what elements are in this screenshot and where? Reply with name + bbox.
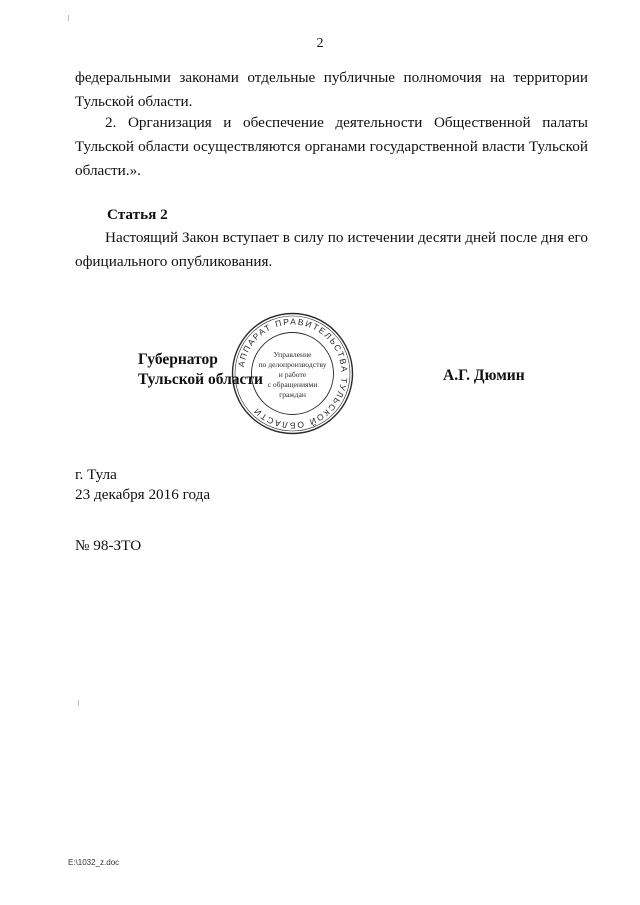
signatory-title xyxy=(138,350,263,390)
law-number: № 98-ЗТО xyxy=(75,537,142,554)
page-number: 2 xyxy=(316,36,324,51)
paragraph-3-line-1: Настоящий Закон вступает в силу по истечении десяти дней после дня его xyxy=(105,229,588,246)
scan-artifact xyxy=(78,700,79,706)
paragraph-2-line-2: Тульской области осуществляются органами государственной власти Тульской xyxy=(75,138,588,155)
stamp-center-line-4: с обращениями xyxy=(267,380,318,389)
place-and-date xyxy=(75,465,210,505)
paragraph-2-line-1: 2. Организация и обеспечение деятельности Общественной палаты xyxy=(105,114,588,131)
place: г. Тула xyxy=(75,466,117,483)
signatory-title-line-2: Тульской области xyxy=(138,371,263,388)
article-title: Статья 2 xyxy=(107,206,168,223)
stamp-center-line-1: Управление xyxy=(273,350,312,359)
paragraph-1-line-2: Тульской области. xyxy=(75,93,193,110)
signatory-title-line-1: Губернатор xyxy=(138,351,218,368)
paragraph-2-line-3: области.». xyxy=(75,162,141,179)
file-reference: E:\1032_z.doc xyxy=(68,858,120,867)
stamp-center-line-2: по делопроизводству xyxy=(258,360,327,369)
stamp-center-line-3: и работе xyxy=(278,370,307,379)
paragraph-3-line-2: официального опубликования. xyxy=(75,253,273,270)
signature-block xyxy=(0,350,640,430)
paragraph-1-line-1: федеральными законами отдельные публичные полномочия на территории xyxy=(75,69,588,86)
scan-artifact xyxy=(68,15,69,21)
stamp-center-line-5: граждан xyxy=(279,390,306,399)
date: 23 декабря 2016 года xyxy=(75,486,211,503)
signatory-name: А.Г. Дюмин xyxy=(443,367,525,384)
stamp-ring-text: АППАРАТ ПРАВИТЕЛЬСТВА ТУЛЬСКОЙ ОБЛАСТИ xyxy=(235,316,350,431)
